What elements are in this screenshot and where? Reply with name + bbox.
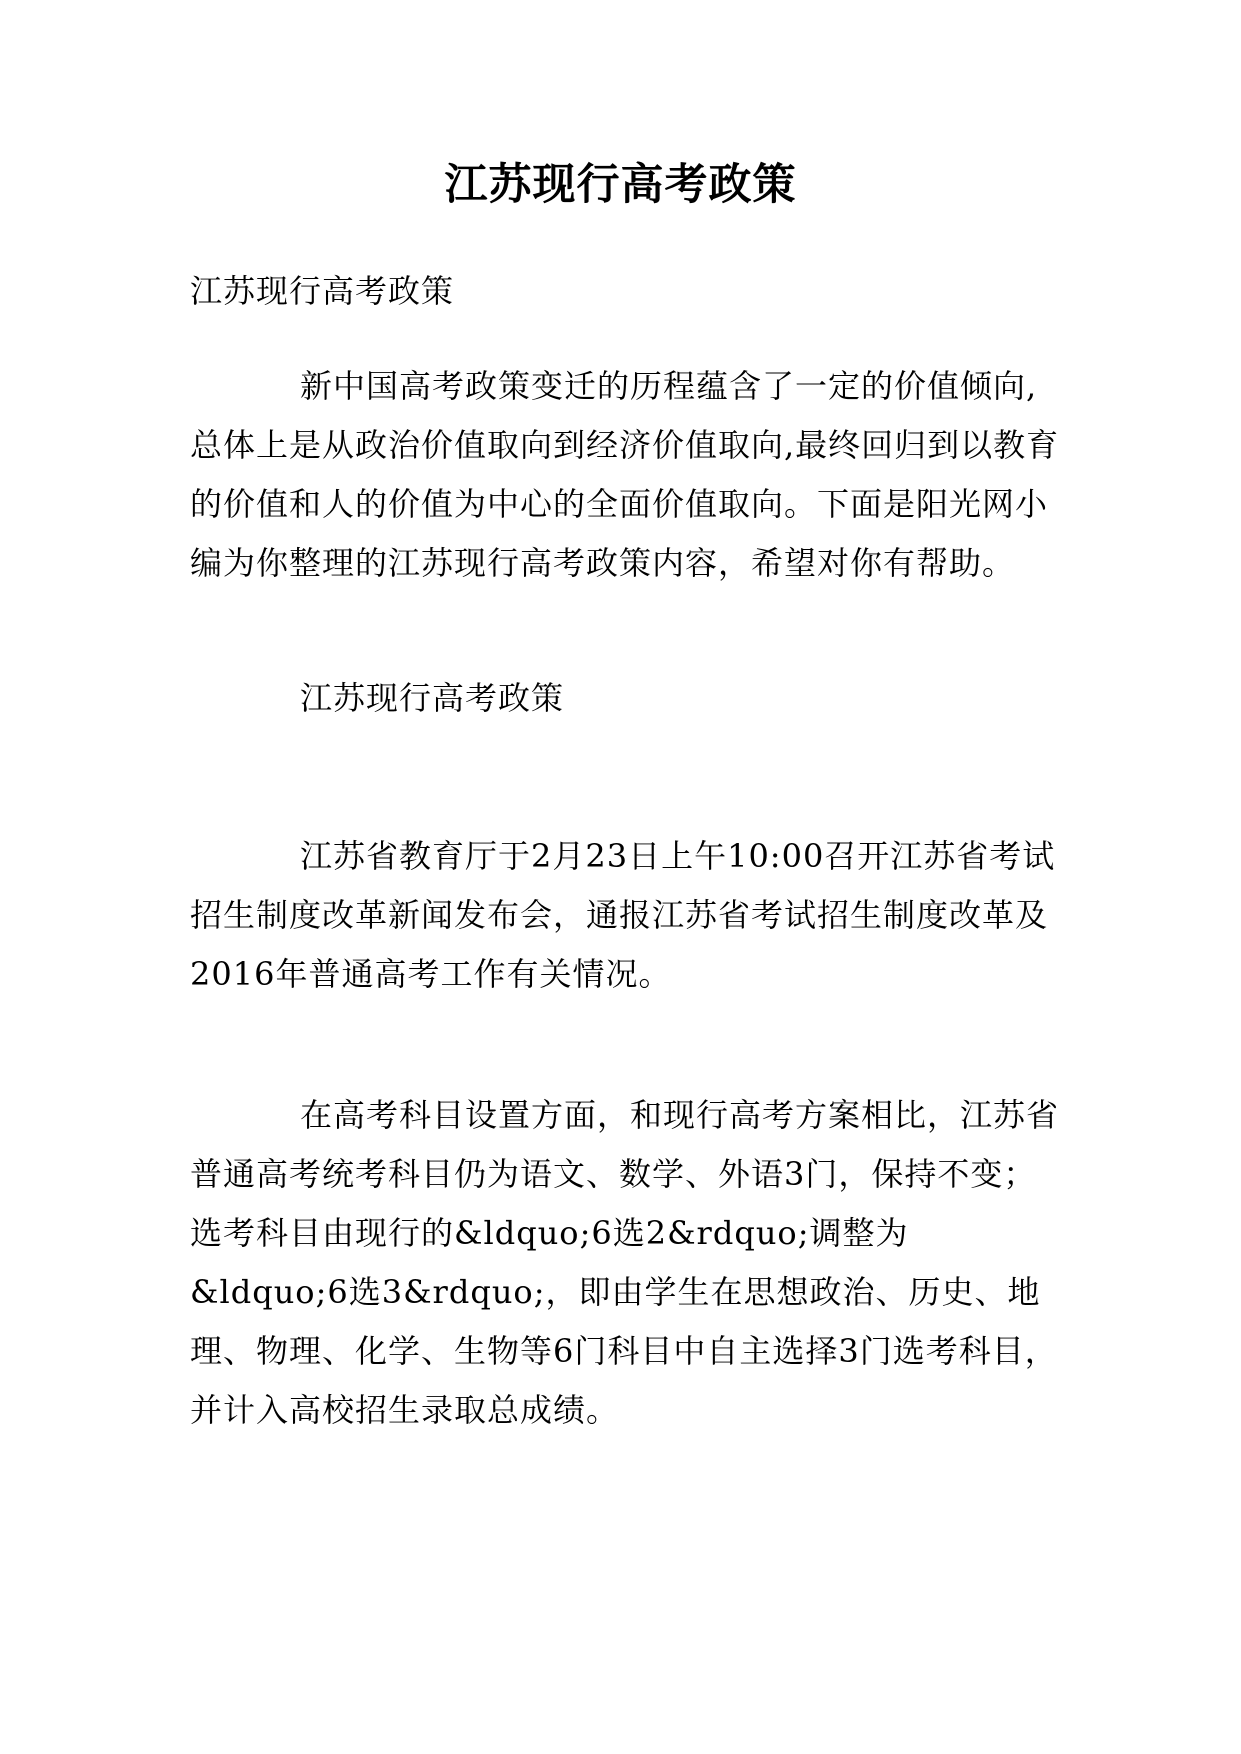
document-title: 江苏现行高考政策	[444, 160, 797, 210]
paragraph-section-heading: 江苏现行高考政策	[300, 679, 565, 717]
paragraph-subject-settings: 在高考科目设置方面，和现行高考方案相比，江苏省普通高考统考科目仍为语文、数学、外语3门，保持不变；选考科目由现行的&ldquo;6选2&rdquo;调整为&ldquo;6选3&rdquo;，即由学生在思想政治、历史、地理、物理、化学、生物等6门科目中自主选择3门选考科目，并计入高校招生录取总成绩。	[190, 1096, 1060, 1429]
paragraph-press-conference: 江苏省教育厅于2月23日上午10:00召开江苏省考试招生制度改革新闻发布会，通报江苏省考试招生制度改革及2016年普通高考工作有关情况。	[190, 837, 1056, 993]
paragraph-intro: 新中国高考政策变迁的历程蕴含了一定的价值倾向,总体上是从政治价值取向到经济价值取向,最终回归到以教育的价值和人的价值为中心的全面价值取向。下面是阳光网小编为你整理的江苏现行高考政策内容，希望对你有帮助。	[190, 367, 1060, 582]
document-subtitle: 江苏现行高考政策	[190, 272, 455, 310]
